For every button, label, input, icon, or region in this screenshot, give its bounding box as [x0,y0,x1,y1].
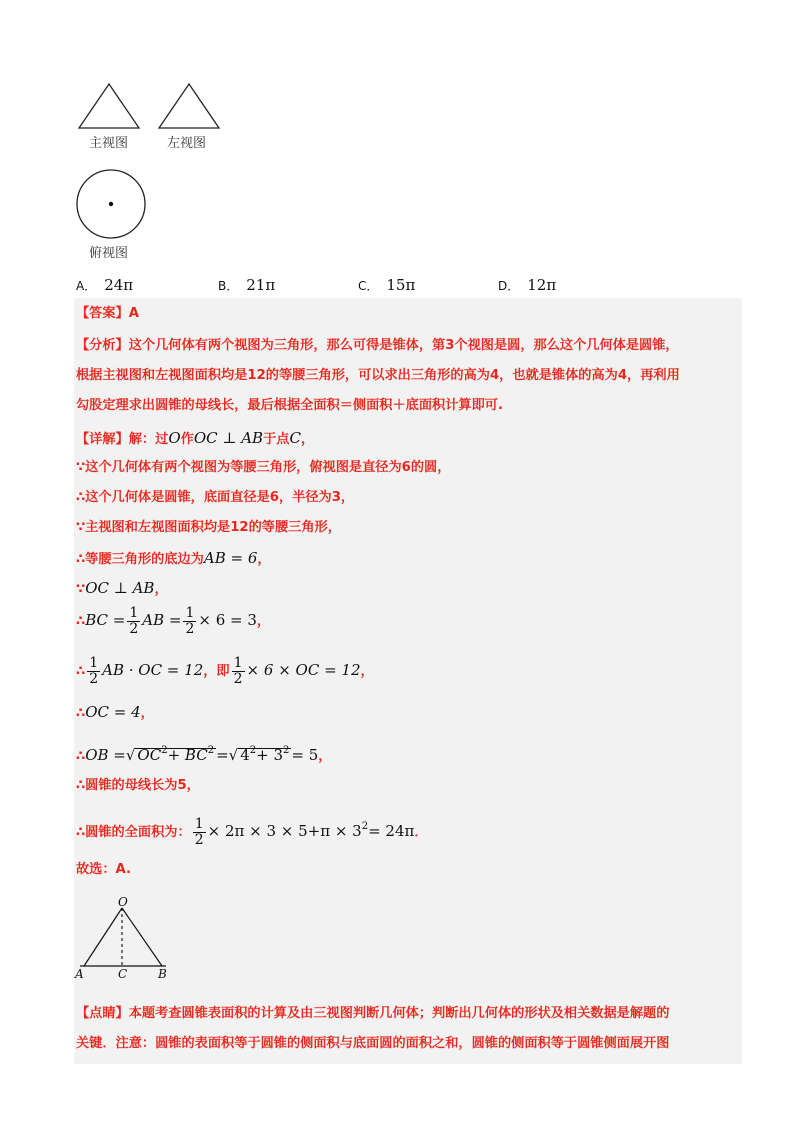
front-view-triangle [76,82,142,130]
option-d: D． 12π [498,276,557,294]
detail-step-2: ∴这个几何体是圆锥，底面直径是6，半径为3， [76,490,355,505]
detail-step-5: ∵OC ⊥ AB， [76,579,168,597]
left-view-label: 左视图 [167,136,207,151]
top-view-circle [75,168,147,240]
option-b: B． 21π [218,276,276,294]
fraction-half: $\frac{1}{2}$ [129,604,139,637]
detail-step-1: ∵这个几何体有两个视图为等腰三角形，俯视图是直径为6的圆， [76,460,451,475]
detail-step-3: ∵主视图和左视图面积均是12的等腰三角形， [76,520,341,535]
top-view-label: 俯视图 [89,246,129,261]
sqrt-expression: $4^2+ 3^2$ [240,745,290,764]
option-a: A． 24π [76,276,134,294]
detail-step-11: ∴圆锥的全面积为： $\frac{1}{2}$ × $2\pi \times 3 \times 5+\pi \times 3^2= 24\pi$． [76,815,428,848]
detail-intro: 【详解】解：过O作OC ⊥ AB于点C， [76,429,315,447]
fraction-half: $\frac{1}{2}$ [185,604,195,637]
answer-options [76,276,736,296]
sqrt-expression: $OC^2+ BC^2$ [137,745,215,764]
label-c: C [118,967,128,980]
detail-step-7: ∴ $\frac{1}{2}$ AB · OC = 12，即 $\frac{1}{2}$ × 6 × OC = 12， [76,654,374,687]
detail-step-6: ∴BC = $\frac{1}{2}$ AB = $\frac{1}{2}$ × 6 = 3， [76,604,271,637]
label-a: A [75,967,84,980]
fraction-half: $\frac{1}{2}$ [194,815,204,848]
choose-line: 故选：A. [76,862,132,877]
label-o: O [118,895,128,909]
analysis-line-3: 勾股定理求出圆锥的母线长，最后根据全面积＝侧面积＋底面积计算即可. [76,398,504,413]
analysis-line-2: 根据主视图和左视图面积均是12的等腰三角形，可以求出三角形的高为4，也就是锥体的高为4，再利用 [76,368,680,383]
front-view-label: 主视图 [89,136,129,151]
label-b: B [158,967,167,980]
detail-step-9: ∴OB =√ $OC^2+ BC^2$ =√ $4^2+ 3^2 = 5$， [76,745,332,764]
option-c: C． 15π [358,276,416,294]
cone-section-diagram [72,894,182,980]
fraction-half: $\frac{1}{2}$ [89,654,99,687]
detail-step-8: ∴OC = 4， [76,703,154,721]
detail-step-4: ∴等腰三角形的底边为AB = 6， [76,549,271,567]
detail-step-10: ∴圆锥的母线长为5， [76,778,200,793]
answer-line: 【答案】A [76,306,139,321]
analysis-line-1: 【分析】这个几何体有两个视图为三角形，那么可得是锥体，第3个视图是圆，那么这个几何体是圆锥， [76,338,679,353]
fraction-half: $\frac{1}{2}$ [233,654,243,687]
left-view-triangle [156,82,222,130]
comment-line-2: 关键．注意：圆锥的表面积等于圆锥的侧面积与底面圆的面积之和，圆锥的侧面积等于圆锥侧面展开图 [76,1036,670,1051]
comment-line-1: 【点睛】本题考查圆锥表面积的计算及由三视图判断几何体；判断出几何体的形状及相关数据是解题的 [76,1006,670,1021]
